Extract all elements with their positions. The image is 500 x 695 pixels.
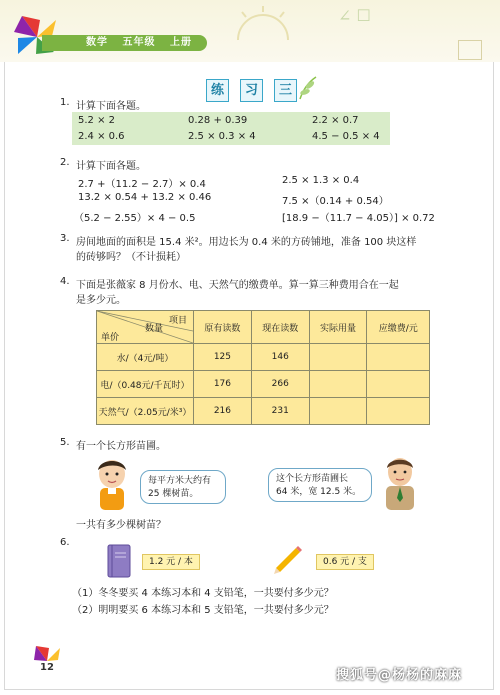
notebook-icon — [104, 543, 134, 579]
q2-item: 2.5 × 1.3 × 0.4 — [282, 175, 360, 186]
cell-usage — [309, 398, 367, 425]
section-title-char: 习 — [240, 79, 263, 102]
q3-text-line2: 的砖够吗？（不计损耗） — [76, 252, 186, 263]
page-header — [0, 0, 500, 62]
table-row — [97, 344, 430, 371]
man-character-icon — [378, 454, 422, 512]
q2-number: 2. — [60, 157, 70, 168]
table-corner-cell — [97, 311, 194, 344]
table-row — [97, 371, 430, 398]
speech-bubble-right — [268, 468, 372, 502]
corner-label-item: 项目 — [168, 316, 187, 326]
q6-subquestion-1: （1）冬冬要买 4 本练习本和 4 支铅笔，一共要付多少元？ — [72, 588, 334, 599]
q1-item: 2.2 × 0.7 — [312, 115, 359, 126]
cell-original: 176 — [194, 371, 252, 398]
corner-label-unit-price: 单价 — [101, 333, 120, 343]
q3-text-line1: 房间地面的面积是 15.4 米²。用边长为 0.4 米的方砖铺地，准备 100 块这样 — [76, 237, 417, 248]
q6-subquestion-2: （2）明明要买 6 本练习本和 5 支铅笔，一共要付多少元？ — [72, 605, 334, 616]
q1-item: 2.4 × 0.6 — [78, 131, 125, 142]
table-row — [97, 398, 430, 425]
table-header-row — [97, 311, 430, 344]
section-title-char: 三 — [274, 79, 297, 102]
q1-item: 4.5 − 0.5 × 4 — [312, 131, 380, 142]
cell-usage — [309, 371, 367, 398]
table-header-cell: 现在读数 — [251, 311, 309, 344]
q1-item: 2.5 × 0.3 × 4 — [188, 131, 256, 142]
section-title-char: 练 — [206, 79, 229, 102]
section-title — [202, 73, 312, 107]
cell-original: 216 — [194, 398, 252, 425]
bubble-right-line: 64 米，宽 12.5 米。 — [276, 487, 362, 497]
q2-item: [18.9 −（11.7 − 4.05）] × 0.72 — [282, 213, 435, 224]
utility-fee-table — [96, 310, 430, 425]
header-band — [42, 35, 207, 51]
q5-prompt: 有一个长方形苗圃。 — [76, 441, 166, 452]
cell-original: 125 — [194, 344, 252, 371]
q2-item: 7.5 ×（0.14 + 0.54） — [282, 196, 389, 207]
table-header-cell: 原有读数 — [194, 311, 252, 344]
cell-current: 231 — [251, 398, 309, 425]
q1-prompt: 计算下面各题。 — [76, 101, 146, 112]
q3-number: 3. — [60, 233, 70, 244]
sun-doodle-icon — [228, 4, 298, 44]
q1-number: 1. — [60, 97, 70, 108]
row-label: 电/（0.48元/千瓦时） — [97, 371, 194, 398]
cell-usage — [309, 344, 367, 371]
q4-text-line1: 下面是张薇家 8 月份水、电、天然气的缴费单。算一算三种费用合在一起 — [76, 280, 399, 291]
q5-question: 一共有多少棵树苗？ — [76, 520, 166, 531]
q1-item: 0.28 + 0.39 — [188, 115, 248, 126]
cell-current: 146 — [251, 344, 309, 371]
q2-item: 2.7 +（11.2 − 2.7）× 0.4 — [78, 179, 206, 190]
leaf-decoration-icon — [298, 75, 318, 101]
page-number: 12 — [40, 662, 54, 673]
pencil-price-tag: 0.6 元 / 支 — [316, 554, 374, 570]
q6-number: 6. — [60, 537, 70, 548]
corner-label-quantity: 数量 — [145, 324, 164, 334]
header-volume: 上册 — [169, 37, 192, 48]
source-watermark: 搜狐号@杨杨的麻麻 — [336, 668, 463, 683]
cell-fee — [367, 398, 430, 425]
q4-text-line2: 是多少元。 — [76, 295, 126, 306]
row-label: 天然气/（2.05元/米³） — [97, 398, 194, 425]
boy-character-icon — [90, 456, 134, 512]
table-header-cell: 应缴费/元 — [367, 311, 430, 344]
speech-bubble-left — [140, 470, 226, 504]
q4-number: 4. — [60, 276, 70, 287]
box-doodle-icon — [458, 40, 482, 60]
q2-prompt: 计算下面各题。 — [76, 161, 146, 172]
notebook-price-tag: 1.2 元 / 本 — [142, 554, 200, 570]
math-doodle-icon: ∠ ☐ — [338, 6, 371, 25]
cell-current: 266 — [251, 371, 309, 398]
cell-fee — [367, 371, 430, 398]
row-label: 水/（4元/吨） — [97, 344, 194, 371]
header-grade: 五年级 — [122, 37, 156, 48]
table-header-cell: 实际用量 — [309, 311, 367, 344]
bubble-left-line: 25 棵树苗。 — [148, 489, 199, 499]
q5-number: 5. — [60, 437, 70, 448]
q2-item: 13.2 × 0.54 + 13.2 × 0.46 — [78, 192, 212, 203]
pencil-icon — [272, 540, 304, 574]
bubble-left-line: 每平方米大约有 — [148, 476, 212, 486]
q2-item: （5.2 − 2.55）× 4 − 0.5 — [74, 213, 196, 224]
bubble-right-line: 这个长方形苗圃长 — [276, 474, 349, 484]
header-subject: 数学 — [86, 37, 108, 48]
cell-fee — [367, 344, 430, 371]
q1-item: 5.2 × 2 — [78, 115, 116, 126]
